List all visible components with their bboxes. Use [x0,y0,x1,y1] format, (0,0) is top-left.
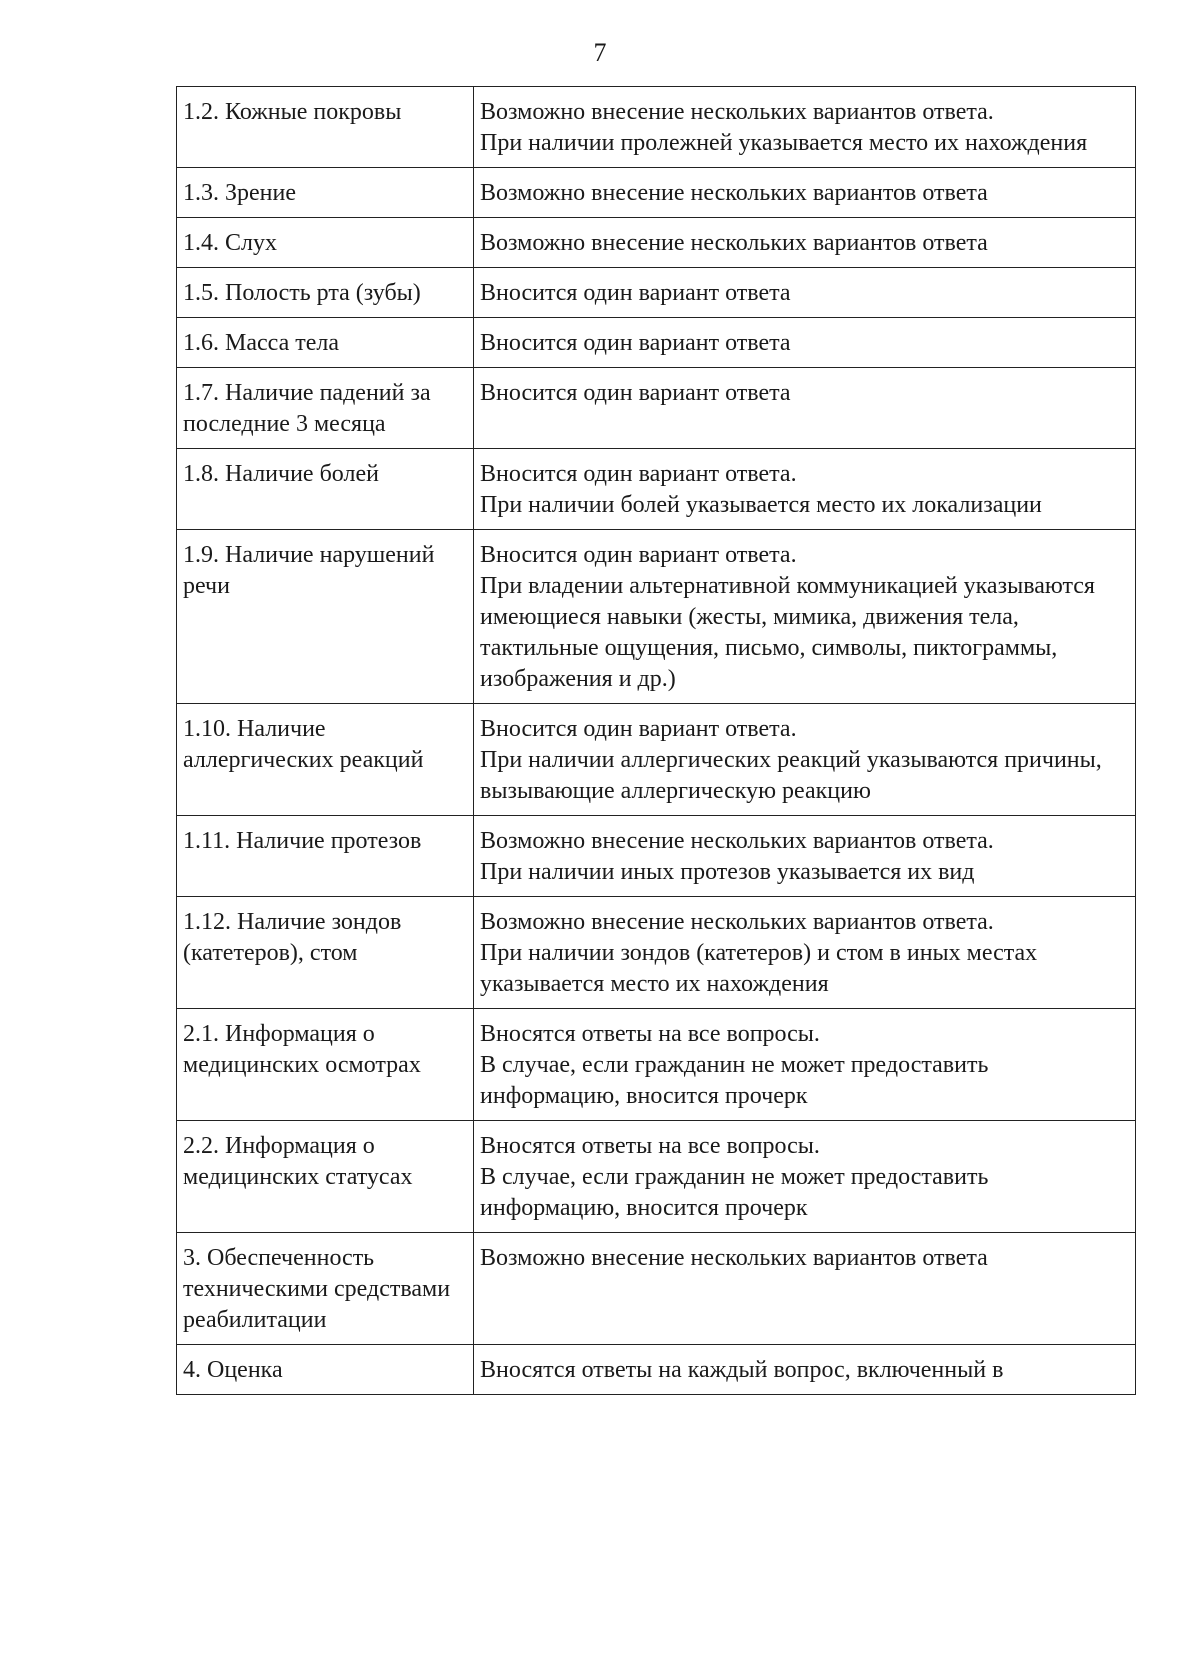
row-description [474,1121,1136,1233]
table-row [177,897,1136,1009]
table-row [177,1345,1136,1395]
row-label: 2.2. Информация о медицинских статусах [177,1121,474,1233]
table-row [177,1233,1136,1345]
description-line: Вносится один вариант ответа. [480,542,797,568]
description-line: Вносится один вариант ответа. [480,716,797,742]
row-label: 4. Оценка [177,1345,474,1395]
table-row [177,218,1136,268]
table-row [177,368,1136,449]
description-line: При наличии иных протезов указывается их вид [480,859,975,885]
row-label: 1.11. Наличие протезов [177,816,474,897]
row-label: 1.9. Наличие нарушений речи [177,530,474,704]
table-row [177,168,1136,218]
row-description [474,1233,1136,1345]
table-row [177,449,1136,530]
row-description [474,816,1136,897]
table-row [177,530,1136,704]
description-line: Возможно внесение нескольких вариантов ответа [480,230,988,256]
description-line: В случае, если гражданин не может предоставить информацию, вносится прочерк [480,1052,989,1109]
row-label: 1.5. Полость рта (зубы) [177,268,474,318]
row-description [474,449,1136,530]
description-line: Вносится один вариант ответа [480,330,791,356]
table-row [177,1009,1136,1121]
row-description [474,87,1136,168]
row-description [474,168,1136,218]
description-line: При наличии аллергических реакций указываются причины, вызывающие аллергическую реакцию [480,747,1102,804]
row-description [474,368,1136,449]
row-label: 1.4. Слух [177,218,474,268]
description-line: Возможно внесение нескольких вариантов ответа [480,180,988,206]
row-description [474,218,1136,268]
description-line: Вносятся ответы на все вопросы. [480,1021,820,1047]
row-label: 1.7. Наличие падений за последние 3 месяца [177,368,474,449]
description-line: При наличии зондов (катетеров) и стом в иных местах указывается место их нахождения [480,940,1038,997]
row-description [474,704,1136,816]
table-row [177,704,1136,816]
description-line: Возможно внесение нескольких вариантов ответа. [480,828,994,854]
description-line: Вносится один вариант ответа [480,280,791,306]
requirements-table [176,86,1136,1395]
description-line: Вносится один вариант ответа [480,380,791,406]
row-description [474,318,1136,368]
table-row [177,87,1136,168]
row-label: 2.1. Информация о медицинских осмотрах [177,1009,474,1121]
description-line: При наличии пролежней указывается место их нахождения [480,130,1088,156]
description-line: При наличии болей указывается место их локализации [480,492,1042,518]
table-row [177,268,1136,318]
row-description [474,268,1136,318]
table-row [177,318,1136,368]
table-row [177,816,1136,897]
row-label: 3. Обеспеченность техническими средствами реабилитации [177,1233,474,1345]
row-description [474,1009,1136,1121]
row-label: 1.8. Наличие болей [177,449,474,530]
row-description [474,897,1136,1009]
description-line: Возможно внесение нескольких вариантов ответа. [480,909,994,935]
description-line: При владении альтернативной коммуникацией указываются имеющиеся навыки (жесты, мимика, движения тела, тактильные ощущения, письмо, символы, пиктограммы, изображения и др.) [480,573,1095,692]
description-line: Возможно внесение нескольких вариантов ответа [480,1245,988,1271]
row-description [474,1345,1136,1395]
table-row [177,1121,1136,1233]
description-line: В случае, если гражданин не может предоставить информацию, вносится прочерк [480,1164,989,1221]
row-label: 1.2. Кожные покровы [177,87,474,168]
description-line: Вносятся ответы на каждый вопрос, включенный в [480,1357,1004,1383]
row-description [474,530,1136,704]
row-label: 1.10. Наличие аллергических реакций [177,704,474,816]
page-number: 7 [593,38,607,67]
description-line: Вносится один вариант ответа. [480,461,797,487]
row-label: 1.12. Наличие зондов (катетеров), стом [177,897,474,1009]
description-line: Вносятся ответы на все вопросы. [480,1133,820,1159]
row-label: 1.3. Зрение [177,168,474,218]
description-line: Возможно внесение нескольких вариантов ответа. [480,99,994,125]
row-label: 1.6. Масса тела [177,318,474,368]
